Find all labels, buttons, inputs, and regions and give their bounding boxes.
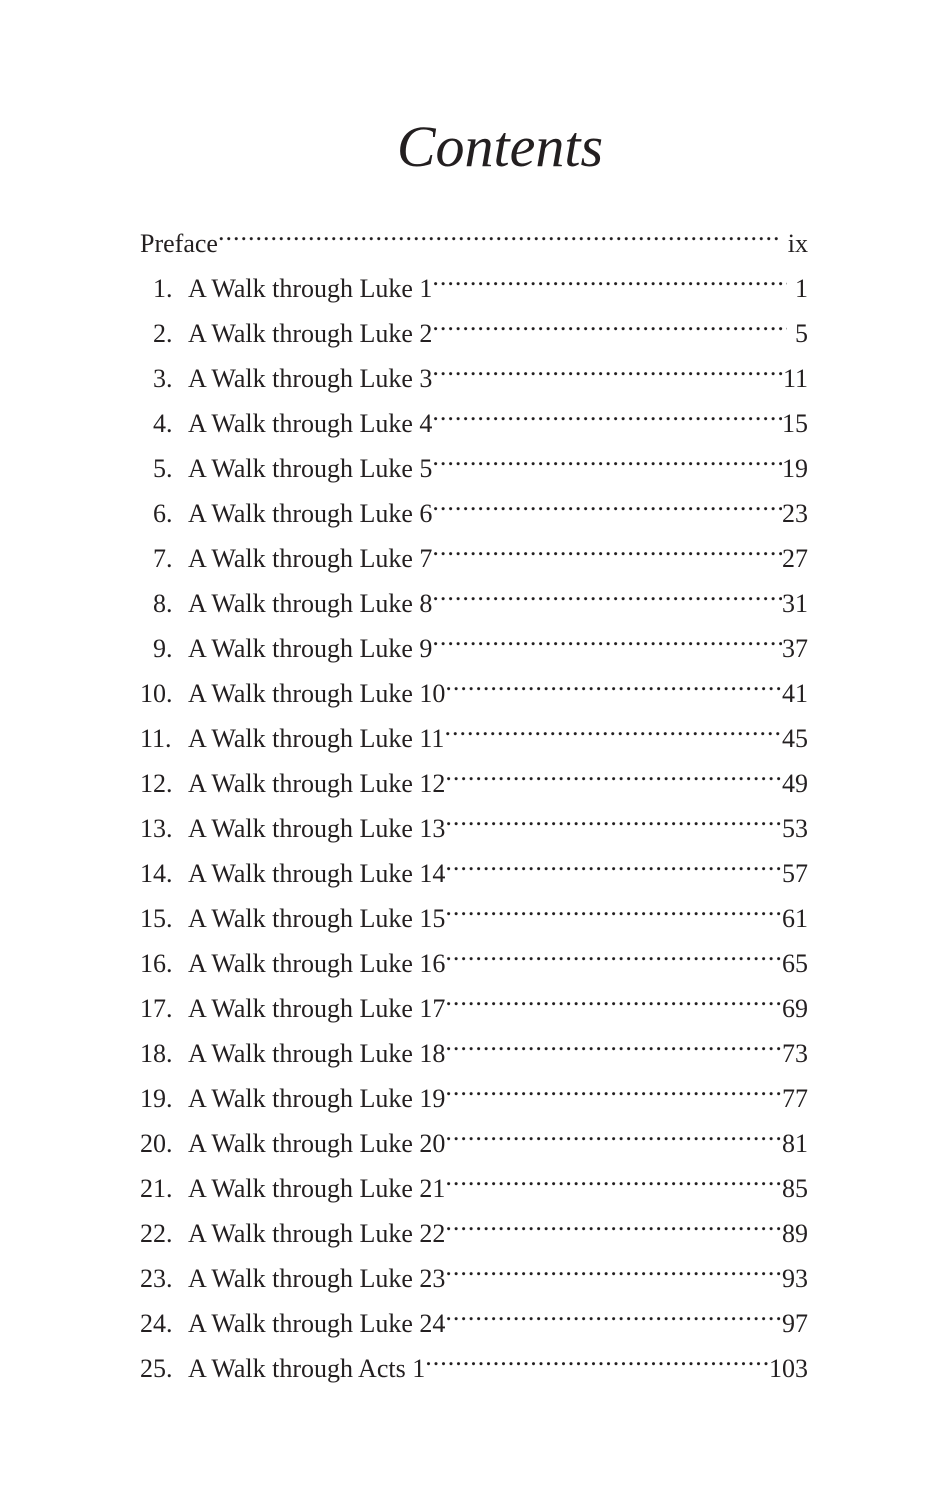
entry-number: 5.	[153, 454, 173, 483]
entry-number: 10.	[140, 679, 173, 708]
entry-page-number: 15	[782, 409, 808, 438]
entry-page-number: 81	[782, 1129, 808, 1158]
entry-title: A Walk through Luke 15	[188, 904, 446, 933]
entry-title: A Walk through Luke 6	[188, 499, 433, 528]
entry-page-number: 103	[769, 1354, 808, 1383]
entry-title: A Walk through Luke 10	[188, 679, 446, 708]
entry-title: A Walk through Luke 20	[188, 1129, 446, 1158]
entry-title: A Walk through Luke 14	[188, 859, 446, 888]
entry-page-number: 85	[782, 1174, 808, 1203]
entry-title: A Walk through Luke 8	[188, 589, 433, 618]
entry-page-number: 65	[782, 949, 808, 978]
entry-title: A Walk through Luke 5	[188, 454, 433, 483]
entry-page-number: 69	[782, 994, 808, 1023]
entry-title: A Walk through Luke 23	[188, 1264, 446, 1293]
entry-number: 21.	[140, 1174, 173, 1203]
dot-leader	[432, 347, 783, 387]
entry-title: Preface	[140, 229, 218, 258]
table-of-contents	[140, 212, 808, 1382]
dot-leader	[445, 1157, 782, 1197]
toc-entry[interactable]	[140, 257, 808, 302]
entry-page-number: 27	[782, 544, 808, 573]
entry-page-number: 93	[782, 1264, 808, 1293]
entry-title: A Walk through Luke 4	[188, 409, 433, 438]
entry-page-number: 73	[782, 1039, 808, 1068]
dot-leader	[444, 707, 782, 747]
dot-leader	[445, 1067, 782, 1107]
dot-leader	[445, 977, 782, 1017]
entry-number: 25.	[140, 1354, 173, 1383]
entry-number: 22.	[140, 1219, 173, 1248]
entry-page-number: 5	[795, 319, 808, 348]
entry-number: 7.	[153, 544, 173, 573]
entry-title: A Walk through Acts 1	[188, 1354, 426, 1383]
entry-title: A Walk through Luke 24	[188, 1309, 446, 1338]
entry-title: A Walk through Luke 3	[188, 364, 433, 393]
entry-number: 20.	[140, 1129, 173, 1158]
entry-title: A Walk through Luke 22	[188, 1219, 446, 1248]
entry-title: A Walk through Luke 7	[188, 544, 433, 573]
dot-leader	[445, 1202, 782, 1242]
entry-page-number: 61	[782, 904, 808, 933]
toc-entry[interactable]	[140, 212, 808, 257]
entry-number: 16.	[140, 949, 173, 978]
entry-page-number: 31	[782, 589, 808, 618]
dot-leader	[432, 392, 782, 432]
entry-number: 15.	[140, 904, 173, 933]
entry-title: A Walk through Luke 21	[188, 1174, 446, 1203]
entry-page-number: 11	[782, 364, 808, 393]
dot-leader	[432, 617, 782, 657]
entry-title: A Walk through Luke 2	[188, 319, 433, 348]
entry-page-number: 53	[782, 814, 808, 843]
entry-number: 23.	[140, 1264, 173, 1293]
entry-number: 6.	[153, 499, 173, 528]
entry-number: 24.	[140, 1309, 173, 1338]
dot-leader	[432, 572, 782, 612]
dot-leader	[445, 887, 782, 927]
entry-page-number: 41	[782, 679, 808, 708]
entry-number: 1.	[153, 274, 173, 303]
dot-leader	[425, 1337, 769, 1377]
entry-title: A Walk through Luke 1	[188, 274, 433, 303]
entry-number: 11.	[140, 724, 172, 753]
dot-leader	[445, 1022, 782, 1062]
entry-page-number: 23	[782, 499, 808, 528]
entry-page-number: 97	[782, 1309, 808, 1338]
entry-page-number: 45	[782, 724, 808, 753]
entry-title: A Walk through Luke 11	[188, 724, 445, 753]
dot-leader	[432, 257, 787, 297]
entry-number: 8.	[153, 589, 173, 618]
entry-title: A Walk through Luke 18	[188, 1039, 446, 1068]
entry-page-number: 89	[782, 1219, 808, 1248]
dot-leader	[445, 797, 782, 837]
entry-number: 13.	[140, 814, 173, 843]
entry-number: 2.	[153, 319, 173, 348]
entry-title: A Walk through Luke 19	[188, 1084, 446, 1113]
entry-number: 9.	[153, 634, 173, 663]
entry-page-number: 77	[782, 1084, 808, 1113]
dot-leader	[445, 932, 782, 972]
entry-title: A Walk through Luke 9	[188, 634, 433, 663]
entry-number: 14.	[140, 859, 173, 888]
entry-page-number: 57	[782, 859, 808, 888]
entry-page-number: ix	[787, 229, 808, 258]
dot-leader	[445, 1112, 782, 1152]
entry-title: A Walk through Luke 17	[188, 994, 446, 1023]
dot-leader	[445, 752, 782, 792]
entry-number: 12.	[140, 769, 173, 798]
dot-leader	[432, 482, 782, 522]
entry-number: 4.	[153, 409, 173, 438]
entry-page-number: 49	[782, 769, 808, 798]
page-title: Contents	[396, 114, 604, 179]
dot-leader	[432, 437, 782, 477]
entry-title: A Walk through Luke 16	[188, 949, 446, 978]
dot-leader	[445, 842, 782, 882]
entry-page-number: 1	[795, 274, 808, 303]
entry-number: 18.	[140, 1039, 173, 1068]
entry-page-number: 37	[782, 634, 808, 663]
entry-title: A Walk through Luke 13	[188, 814, 446, 843]
dot-leader	[218, 212, 780, 252]
entry-title: A Walk through Luke 12	[188, 769, 446, 798]
dot-leader	[445, 662, 782, 702]
dot-leader	[432, 527, 782, 567]
entry-number: 19.	[140, 1084, 173, 1113]
dot-leader	[432, 302, 787, 342]
entry-page-number: 19	[782, 454, 808, 483]
entry-number: 17.	[140, 994, 173, 1023]
dot-leader	[445, 1292, 782, 1332]
entry-number: 3.	[153, 364, 173, 393]
dot-leader	[445, 1247, 782, 1287]
